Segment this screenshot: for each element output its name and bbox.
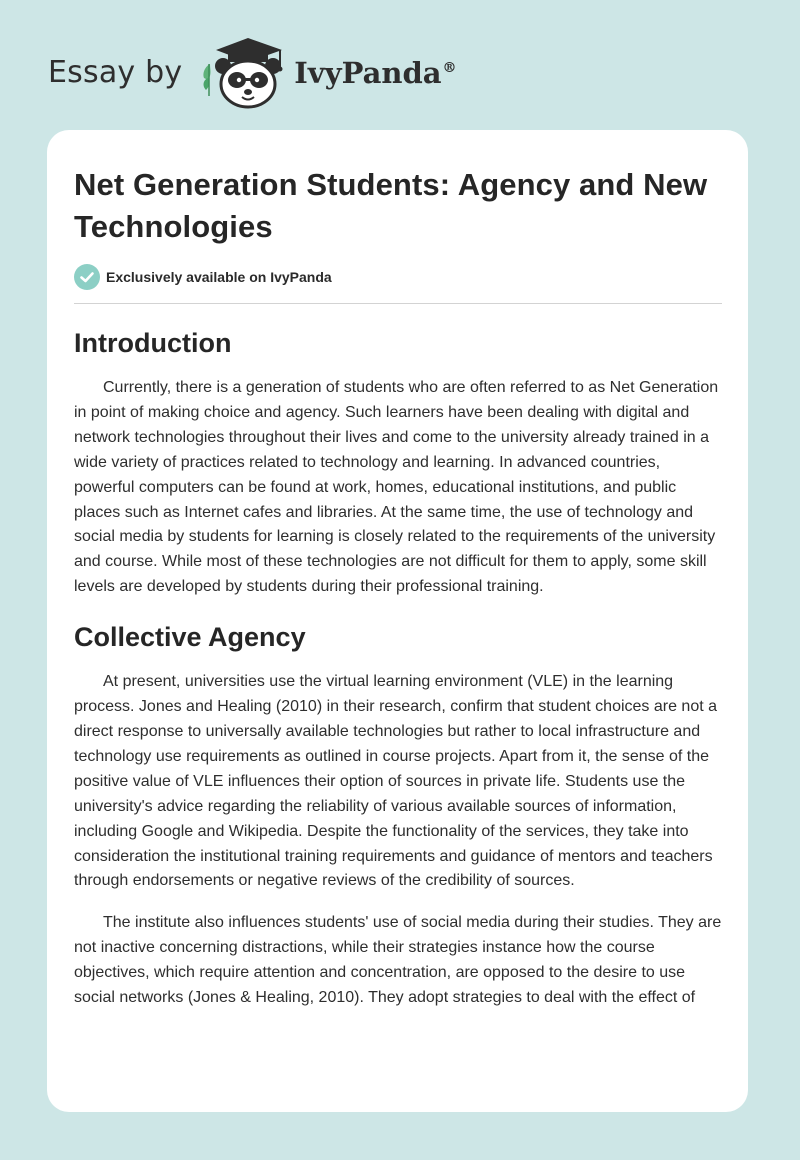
essay-card [47,130,748,1112]
check-circle-icon [74,264,100,290]
brand-name-text: IvyPanda [294,56,442,90]
essay-title: Net Generation Students: Agency and New Technologies [74,167,708,244]
section-heading: Collective Agency [74,622,306,653]
essay-content [74,164,722,1028]
essay-by-label: Essay by [48,54,183,90]
title-divider [74,303,722,304]
ivypanda-logo-icon[interactable] [196,34,288,110]
site-header [48,34,457,110]
registered-mark: ® [442,60,457,77]
paragraph: Currently, there is a generation of students who are often referred to as Net Generation in point of making choice and agency. Such learners have been dealing with digital and network technologies throughout their lives and come to the university already trained in a wide variety of practices related to technology and learning. In advanced countries, powerful computers can be found at work, homes, educational institutions, and public places such as Internet cafes and libraries. At the same time, the use of technology and social media by students for learning is closely related to the requirements of the university and course. While most of these technologies are not difficult for them to apply, some skill levels are developed by students during their professional training. [74,379,719,596]
paragraph: The institute also influences students' use of social media during their studies. They are not inactive concerning distractions, while their strategies instance how the course objectives, which require attention and concentration, are opposed to the desire to use social networks (Jones & Healing, 2010). They adopt strategies to deal with the effect of [74,914,722,1007]
paragraph: At present, universities use the virtual learning environment (VLE) in the learning process. Jones and Healing (2010) in their research, confirm that student choices are not a direct response to universally available technologies but rather to local infrastructure and technology use requirements as outlined in course projects. Apart from it, the sense of the positive value of VLE influences their option of sources in private life. Students use the university's advice regarding the reliability of various available sources of information, including Google and Wikipedia. Despite the functionality of the services, they take into consideration the institutional training requirements and guidance of mentors and teachers through endorsements or negative reviews of the credibility of sources. [74,673,718,890]
exclusive-badge-label: Exclusively available on IvyPanda [106,269,332,285]
exclusive-badge [74,264,722,290]
brand-name[interactable] [294,56,456,90]
section-heading: Introduction [74,328,232,358]
